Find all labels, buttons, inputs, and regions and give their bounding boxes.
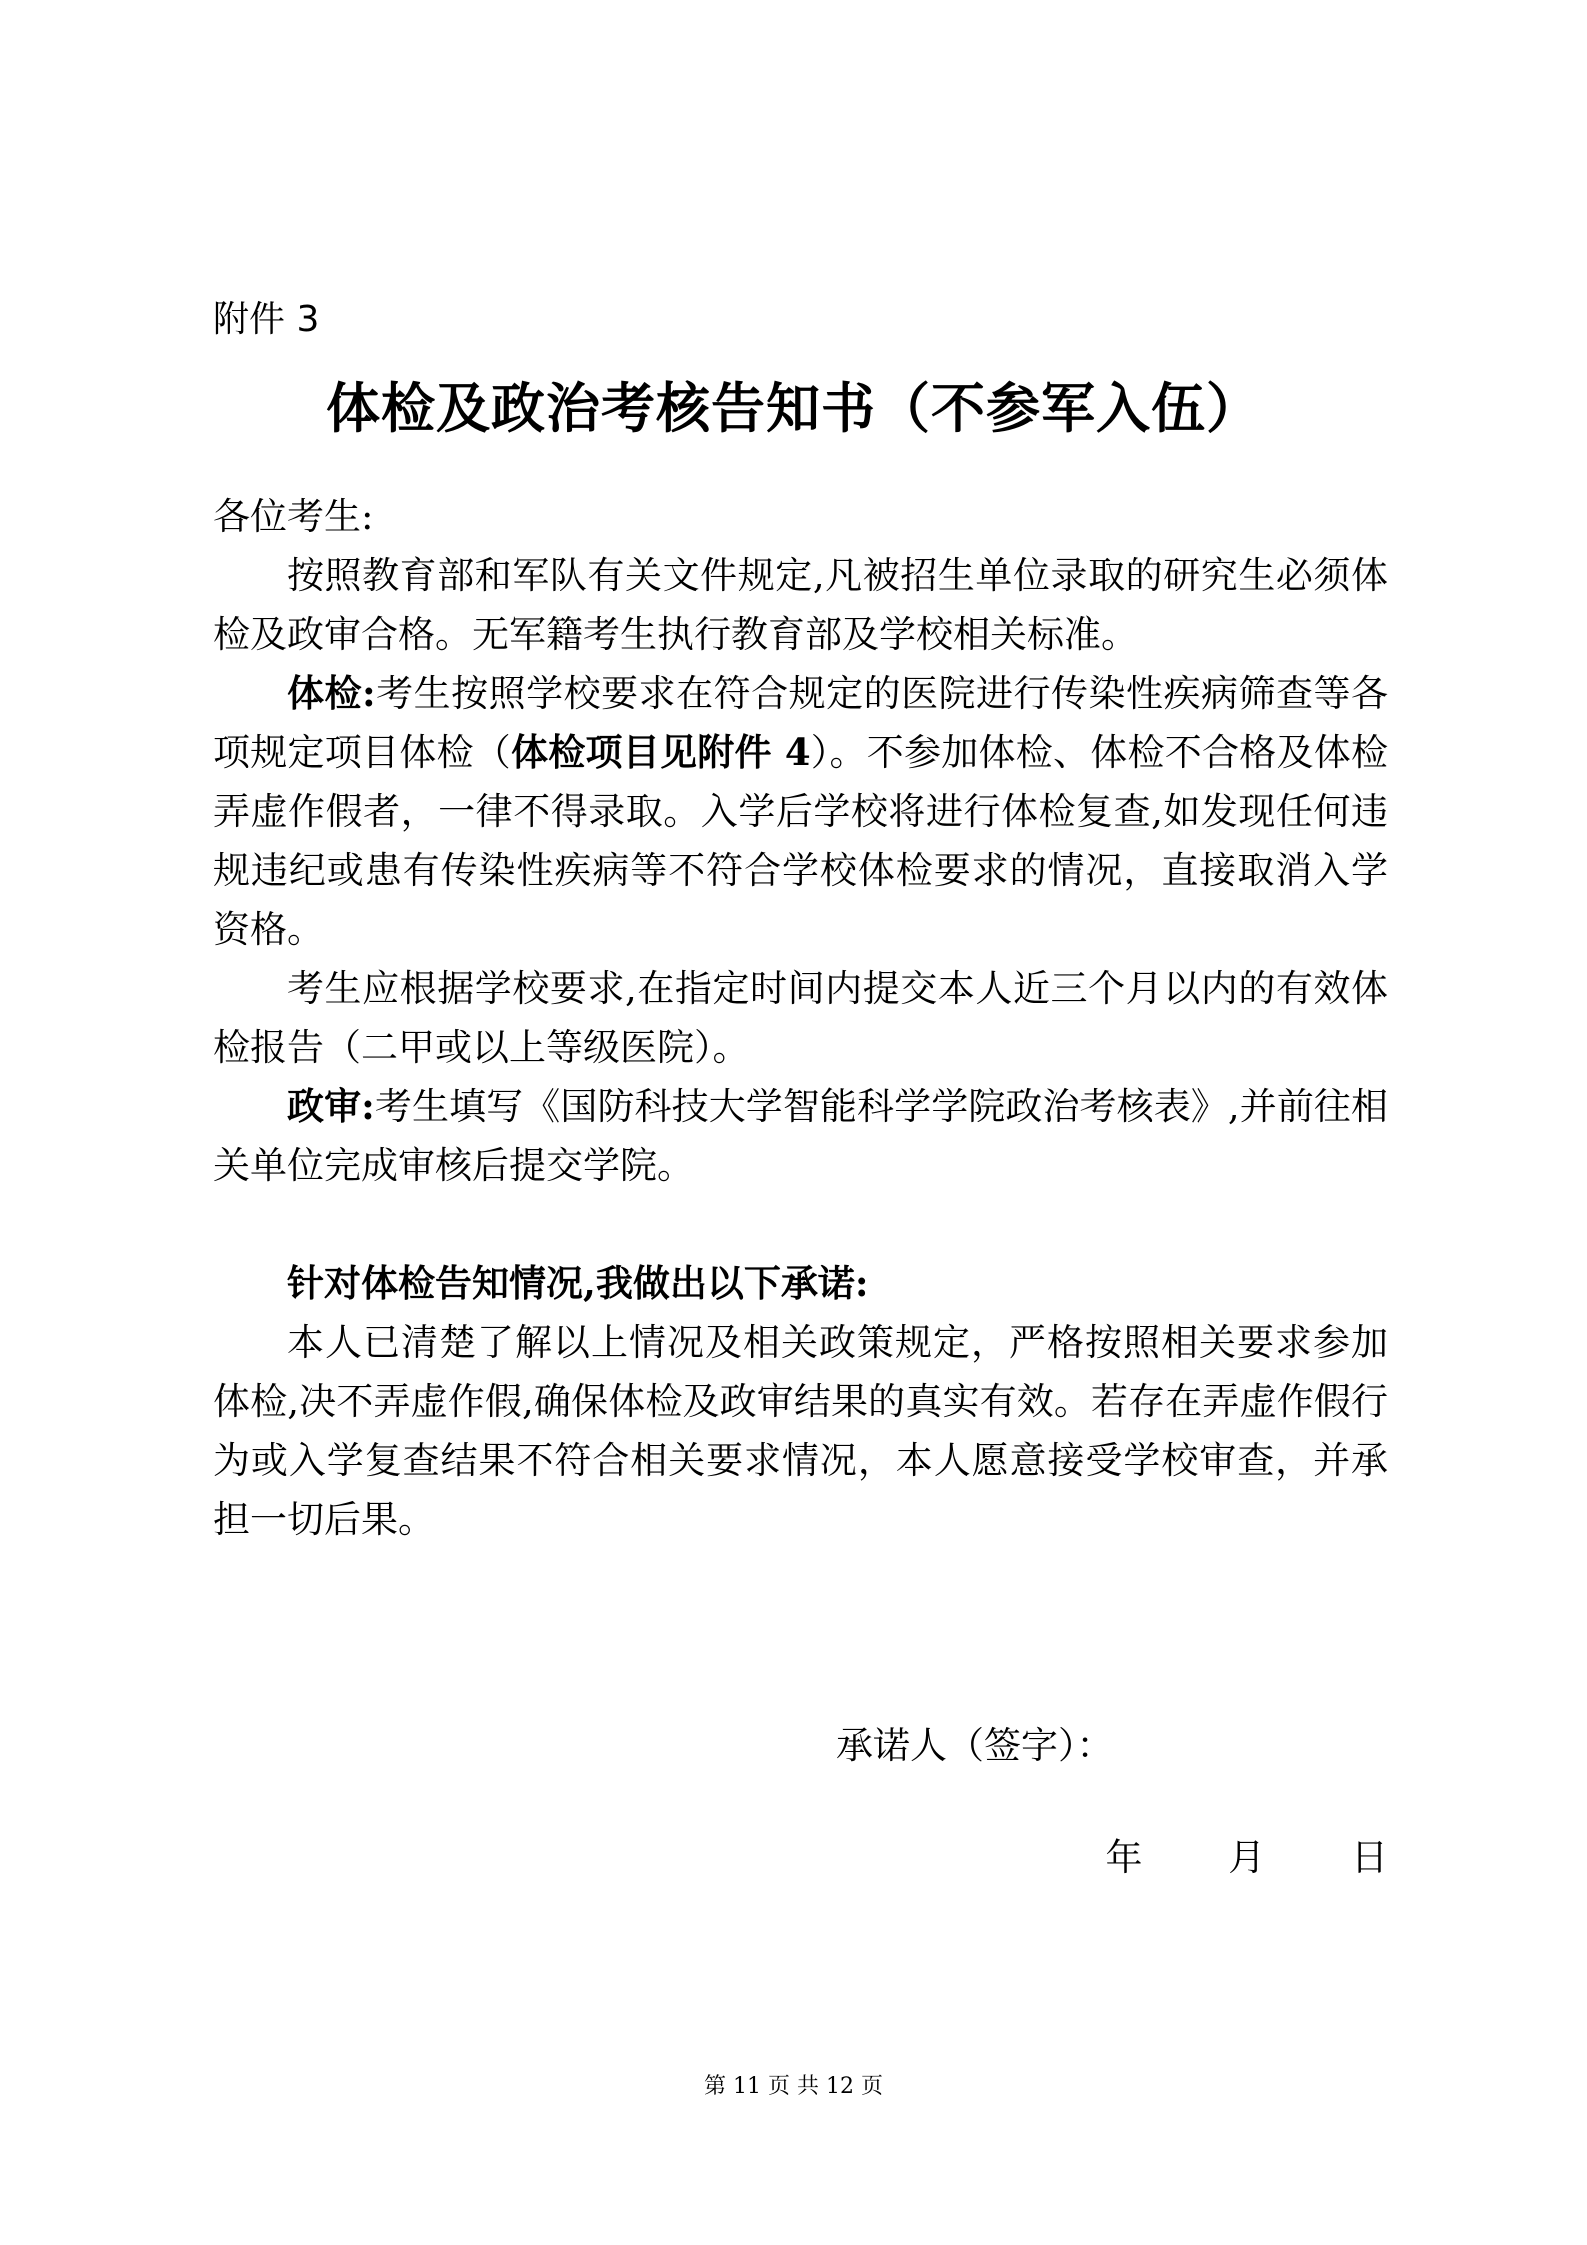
physical-exam-attachment-ref: 体检项目见附件 4 <box>510 730 811 774</box>
paragraph-gap <box>213 1195 1388 1254</box>
document-title: 体检及政治考核告知书（不参军入伍） <box>326 376 1261 440</box>
date-line: 年 月 日 <box>1105 1836 1388 1879</box>
commitment-paragraph: 本人已清楚了解以上情况及相关政策规定，严格按照相关要求参加体检,决不弄虚作假,确保体检及政审结果的真实有效。若存在弄虚作假行为或入学复查结果不符合相关要求情况，本人愿意接受学校审查，并承担一切后果。 <box>213 1321 1388 1541</box>
political-review-paragraph <box>213 1077 1388 1195</box>
report-paragraph: 考生应根据学校要求,在指定时间内提交本人近三个月以内的有效体检报告（二甲或以上等级医院）。 <box>213 967 1388 1069</box>
physical-exam-text-1: 考生按照学校要求在符合规定的医院进行传染性疾病筛查等各项规定项目体检（ <box>213 672 1388 774</box>
commitment-heading-text: 针对体检告知情况,我做出以下承诺: <box>287 1261 869 1305</box>
page-footer: 第 11 页 共 12 页 <box>704 2074 883 2099</box>
physical-exam-label: 体检: <box>287 671 376 715</box>
signature-label: 承诺人（签字）： <box>836 1724 1114 1767</box>
attachment-label: 附件 3 <box>213 299 320 340</box>
physical-exam-paragraph <box>213 664 1388 959</box>
salutation: 各位考生: <box>213 495 374 538</box>
political-review-label: 政审: <box>287 1084 375 1128</box>
political-review-text: 考生填写《国防科技大学智能科学学院政治考核表》,并前往相关单位完成审核后提交学院。 <box>213 1085 1388 1187</box>
commitment-heading <box>213 1254 1388 1313</box>
document-body <box>213 487 1388 1549</box>
physical-exam-text-2: ）。不参加体检、体检不合格及体检弄虚作假者，一律不得录取。入学后学校将进行体检复查,如发现任何违规违纪或患有传染性疾病等不符合学校体检要求的情况，直接取消入学资格。 <box>213 731 1388 951</box>
intro-paragraph: 按照教育部和军队有关文件规定,凡被招生单位录取的研究生必须体检及政审合格。无军籍考生执行教育部及学校相关标准。 <box>213 554 1388 656</box>
